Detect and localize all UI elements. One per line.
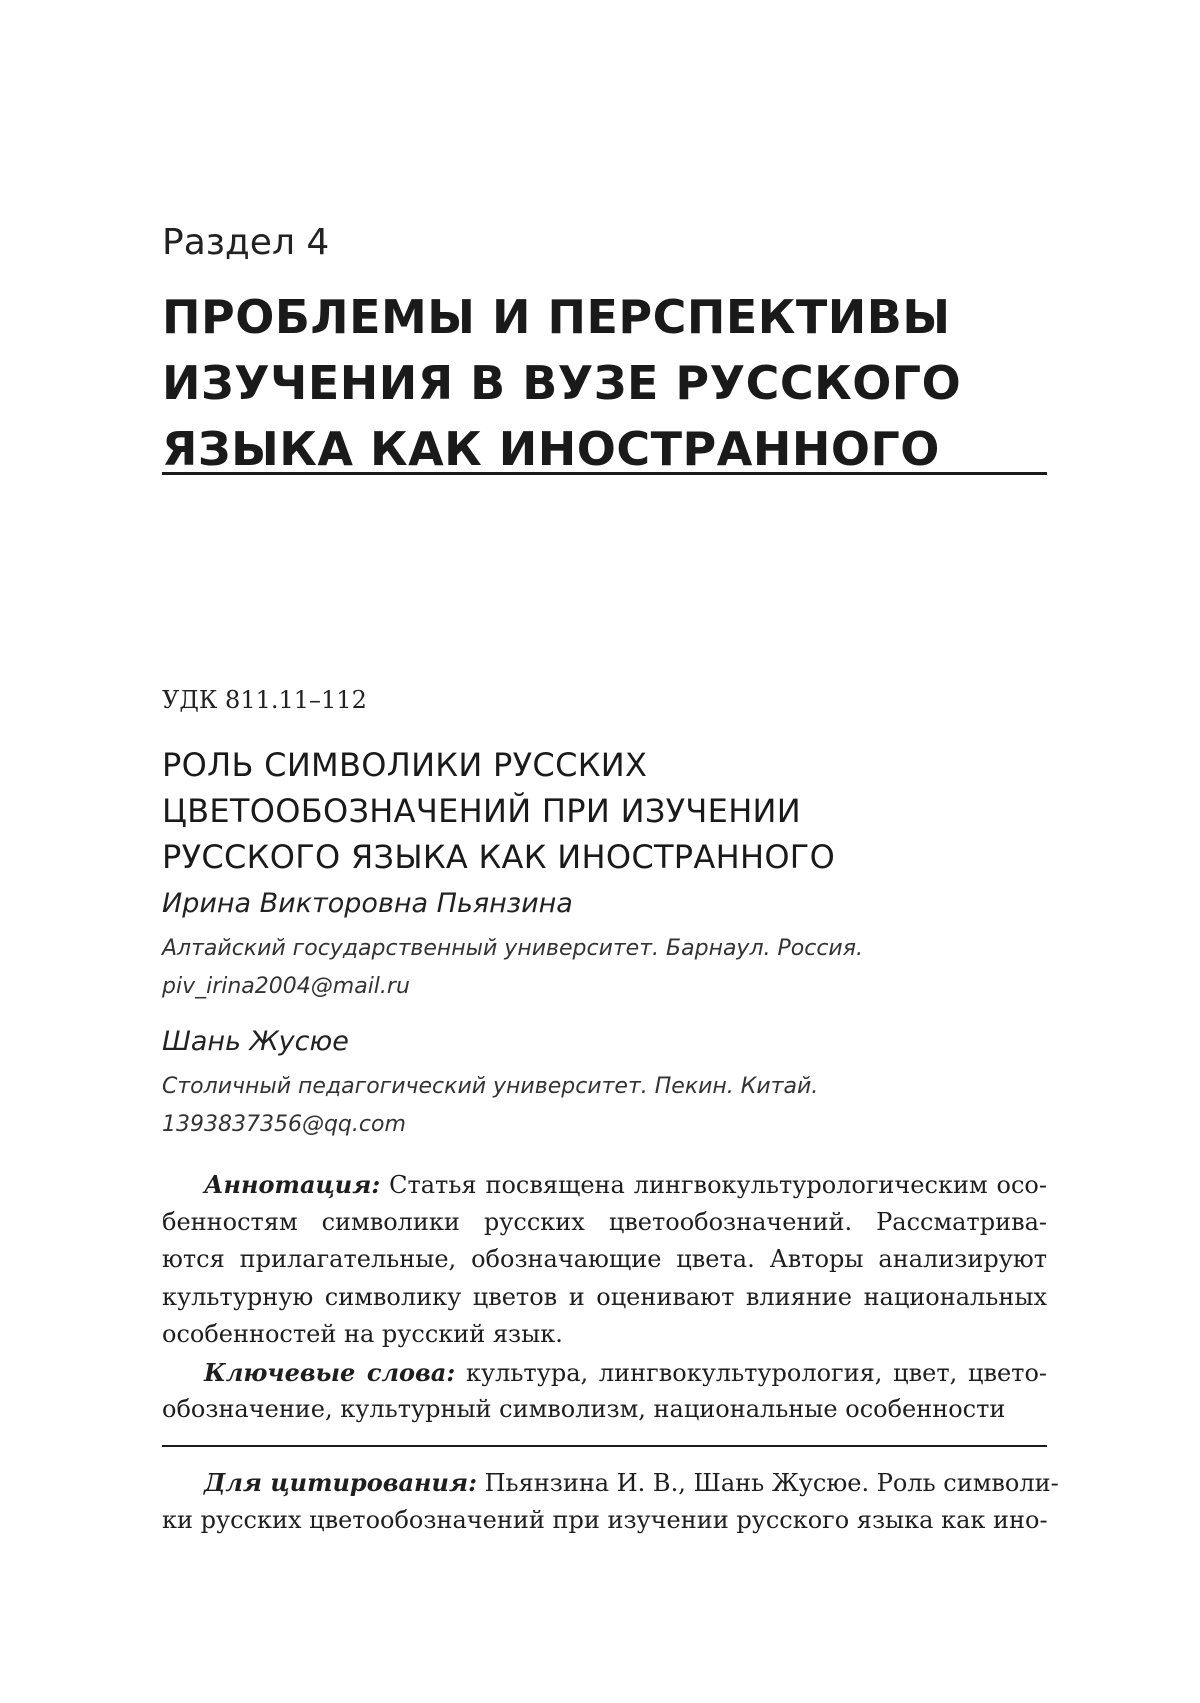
section-title-line: ИЗУЧЕНИЯ В ВУЗЕ РУССКОГО xyxy=(162,356,962,410)
abstract-line: особенностей на русский язык. xyxy=(162,1320,563,1348)
keywords-label: Ключевые слова: xyxy=(204,1357,456,1387)
citation-line: ки русских цветообозначений при изучении русского языка как ино- xyxy=(162,1505,1048,1534)
author-affiliation xyxy=(162,930,863,1006)
article-title-line: РОЛЬ СИМВОЛИКИ РУССКИХ xyxy=(162,746,648,784)
section-divider xyxy=(162,472,1047,475)
affiliation-text: Столичный педагогический университет. Пекин. Китай. xyxy=(162,1074,819,1099)
abstract-line: культурную символику цветов и оценивают влияние национальных xyxy=(162,1282,1047,1311)
section-label: Раздел 4 xyxy=(162,222,330,263)
author-name: Шань Жусюе xyxy=(162,1026,349,1057)
author-affiliation xyxy=(162,1068,818,1144)
citation-label: Для цитирования: xyxy=(204,1468,477,1497)
section-title-line: ПРОБЛЕМЫ И ПЕРСПЕКТИВЫ xyxy=(162,290,951,344)
citation-block xyxy=(162,1464,1059,1539)
abstract-label: Аннотация: xyxy=(204,1170,381,1199)
keywords-line: Ключевые слова: культура, лингвокультурология, цвет, цвето- xyxy=(204,1357,1047,1387)
citation-divider xyxy=(162,1445,1047,1447)
author-email: 1393837356@qq.com xyxy=(162,1112,406,1137)
abstract-block xyxy=(162,1166,1047,1429)
article-title-line: РУССКОГО ЯЗЫКА КАК ИНОСТРАННОГО xyxy=(162,838,836,876)
article-title-line: ЦВЕТООБОЗНАЧЕНИЙ ПРИ ИЗУЧЕНИИ xyxy=(162,792,802,830)
abstract-line: ются прилагательные, обозначающие цвета. Авторы анализируют xyxy=(162,1245,1047,1273)
affiliation-text: Алтайский государственный университет. Барнаул. Россия. xyxy=(162,936,863,961)
abstract-line: бенностям символики русских цветообозначений. Рассматрива- xyxy=(162,1207,1047,1236)
udk-code: УДК 811.11–112 xyxy=(162,686,367,714)
document-page xyxy=(162,0,1059,1703)
keywords-line: обозначение, культурный символизм, национальные особенности xyxy=(162,1395,1006,1423)
section-title-line: ЯЗЫКА КАК ИНОСТРАННОГО xyxy=(162,422,940,476)
author-email: piv_irina2004@mail.ru xyxy=(162,974,410,999)
author-name: Ирина Викторовна Пьянзина xyxy=(162,888,573,919)
article-title xyxy=(162,742,835,880)
citation-line: Для цитирования: Пьянзина И. В., Шань Жусюе. Роль символи- xyxy=(204,1468,1059,1497)
abstract-line: Аннотация: Статья посвящена лингвокультурологическим осо- xyxy=(204,1170,1047,1199)
section-title xyxy=(162,284,1047,482)
